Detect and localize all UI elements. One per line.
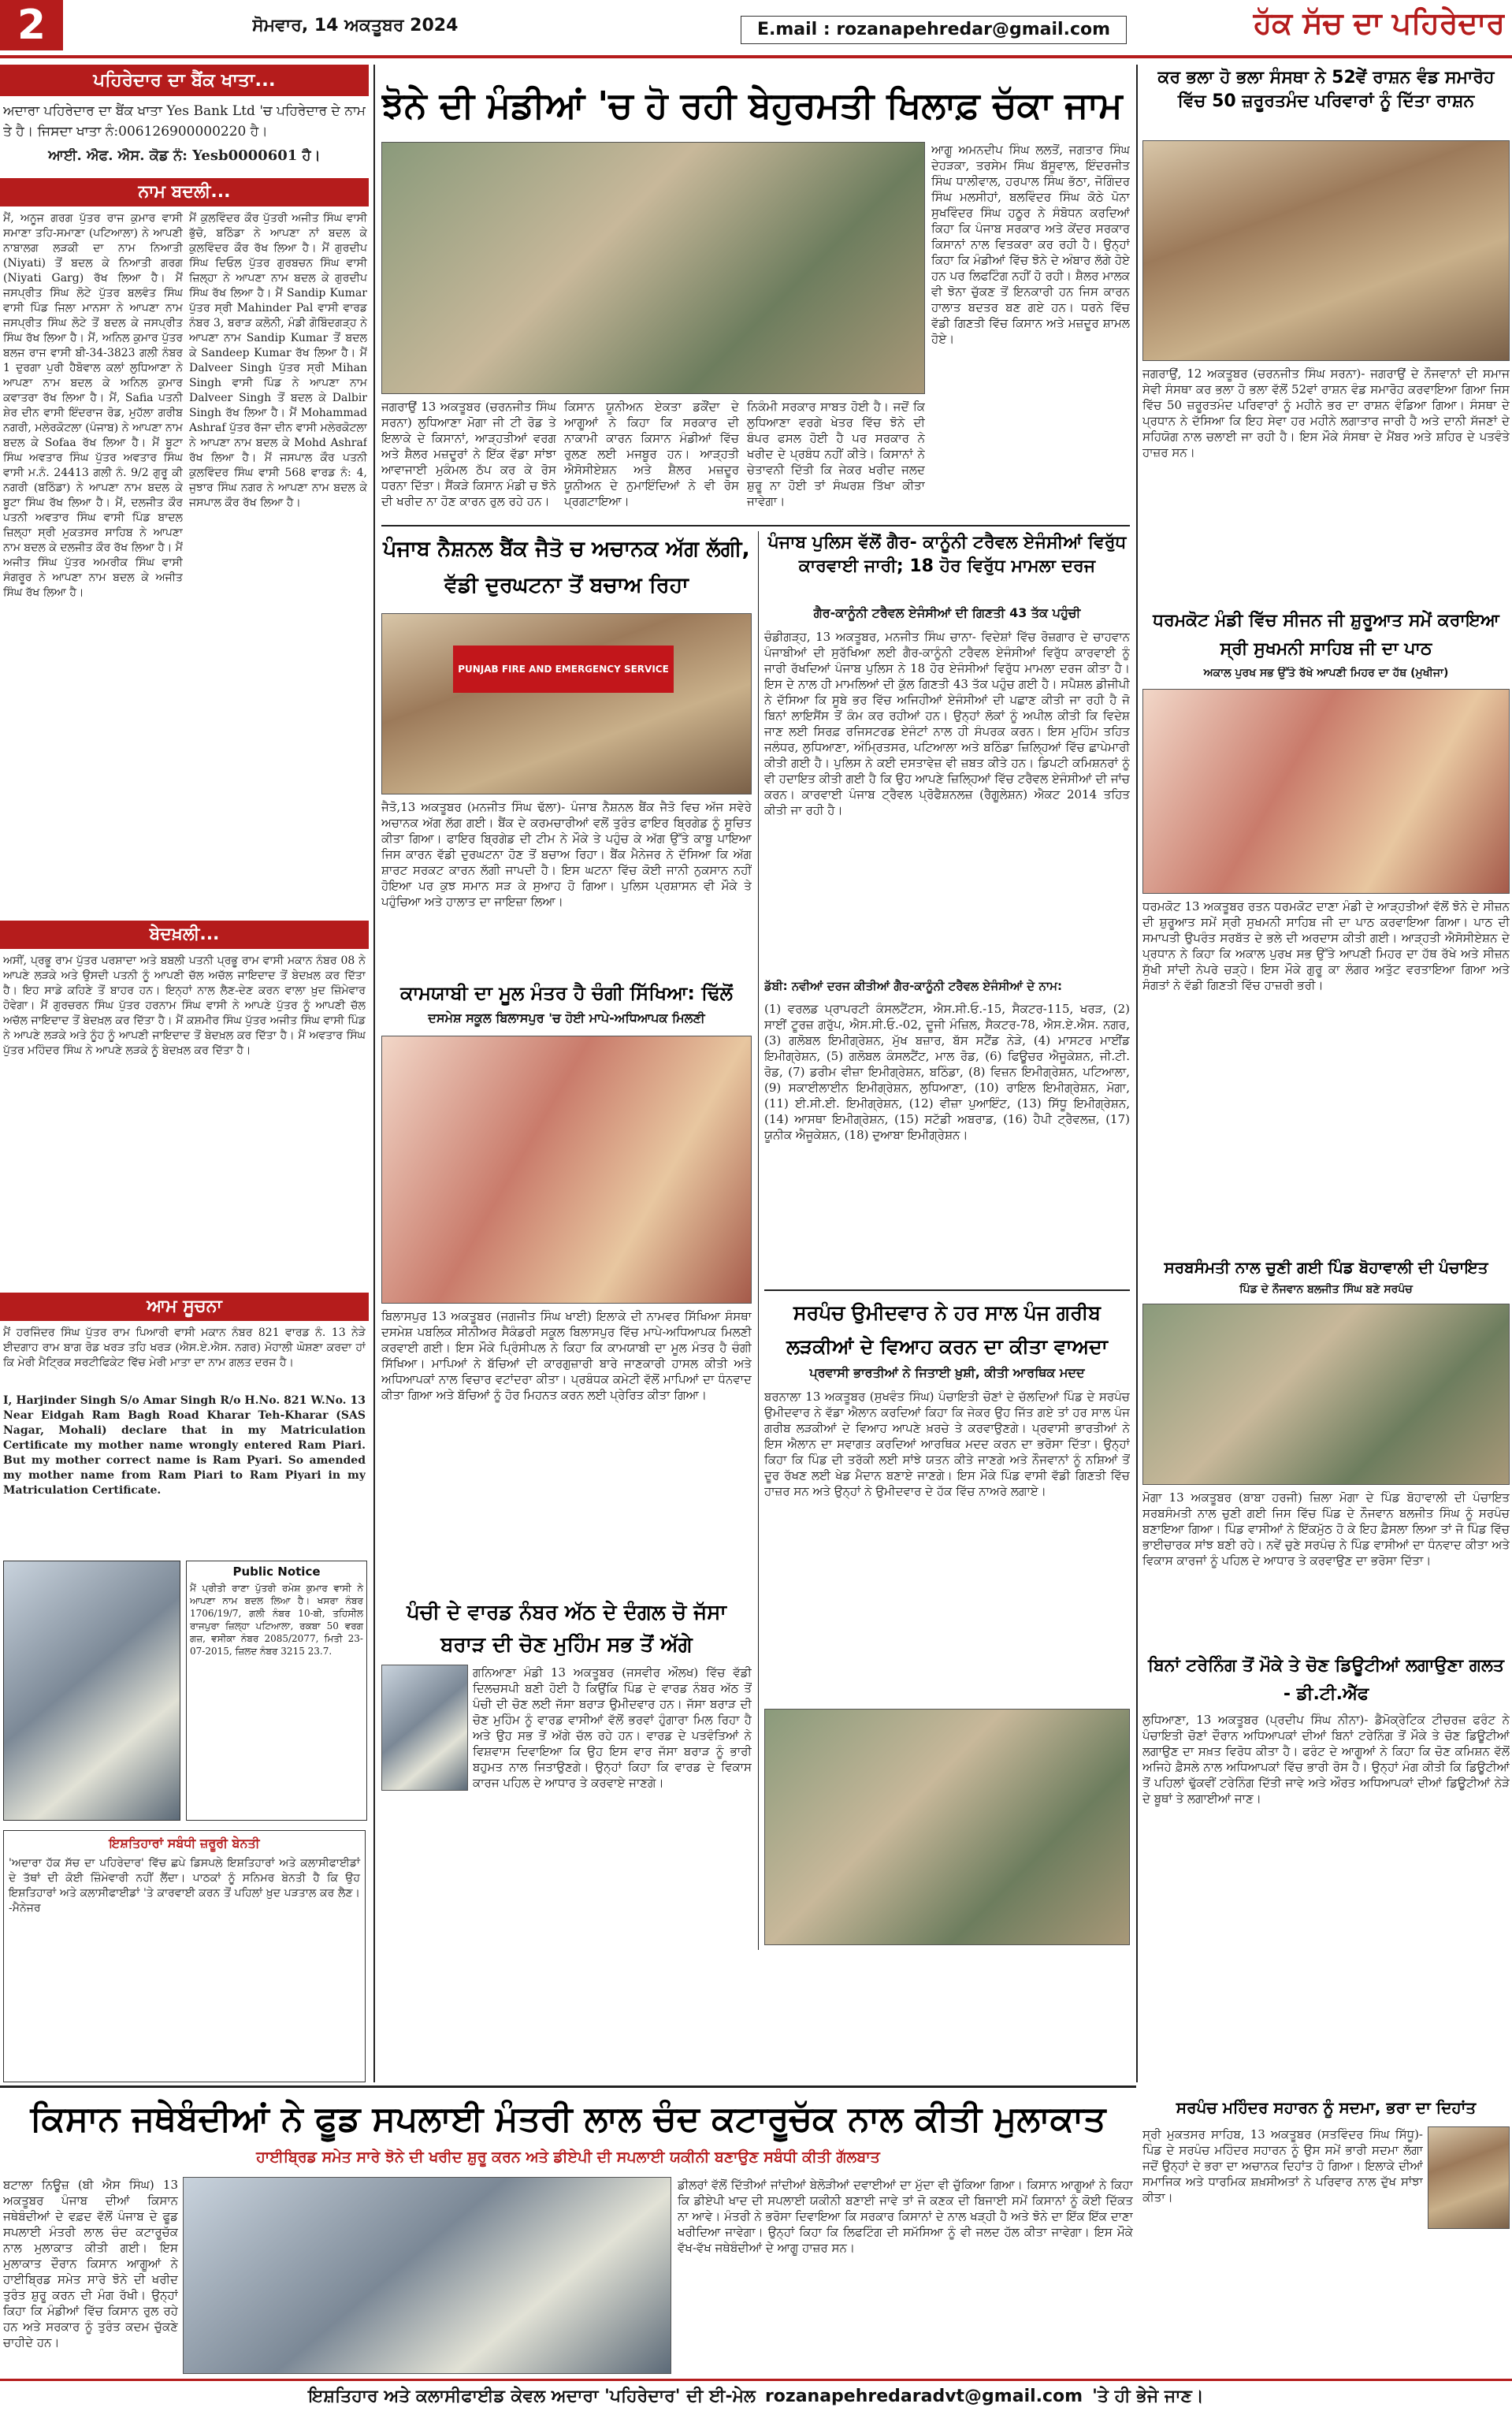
mid-column-divider bbox=[758, 531, 759, 1950]
pnb-photo-firetruck bbox=[381, 613, 752, 794]
notice-text-en: I, Harjinder Singh S/o Amar Singh R/o H.No. 821 W.No. 13 Near Eidgah Ram Bagh Road Kharar Teh-Kharar (SAS Nagar, Mohali) declare that in my Matriculation Certificate my mother name wrongly entered Ram Piari. But my mother correct name is Ram Pyari. So amended my mother name from Ram Piari to Ram Piyari in my Matriculation Certificate. bbox=[3, 1394, 366, 1497]
training-body: ਲੁਧਿਆਣਾ, 13 ਅਕਤੂਬਰ (ਪ੍ਰਦੀਪ ਸਿੰਘ ਨੀਨਾ)- ਡੈਮੋਕ੍ਰੇਟਿਕ ਟੀਚਰਜ਼ ਫਰੰਟ ਨੇ ਪੰਚਾਇਤੀ ਚੋਣਾਂ ਦੌਰਾਨ ਅਧਿਆਪਕਾਂ ਦੀਆਂ ਬਿਨਾਂ ਟਰੇਨਿੰਗ ਤੋਂ ਮੌਕੇ ਤੇ ਚੋਣ ਡਿਊਟੀਆਂ ਲਗਾਉਣ ਦਾ ਸਖ਼ਤ ਵਿਰੋਧ ਕੀਤਾ ਹੈ। ਫਰੰਟ ਦੇ ਆਗੂਆਂ ਨੇ ਕਿਹਾ ਕਿ ਚੋਣ ਕਮਿਸ਼ਨ ਵੱਲੋਂ ਅਜਿਹੇ ਫ਼ੈਸਲੇ ਨਾਲ ਅਧਿਆਪਕਾਂ ਵਿੱਚ ਭਾਰੀ ਰੋਸ ਹੈ। ਉਨ੍ਹਾਂ ਮੰਗ ਕੀਤੀ ਕਿ ਡਿਊਟੀਆਂ ਤੋਂ ਪਹਿਲਾਂ ਢੁੱਕਵੀਂ ਟਰੇਨਿੰਗ ਦਿੱਤੀ ਜਾਵੇ ਅਤੇ ਔਰਤ ਅਧਿਆਪਕਾਂ ਦੀਆਂ ਡਿਊਟੀਆਂ ਨੇੜੇ ਦੇ ਬੂਥਾਂ ਤੇ ਲਗਾਈਆਂ ਜਾਣ। bbox=[1142, 1713, 1510, 1806]
ads-box bbox=[3, 1830, 366, 2082]
footer-email[interactable]: rozanapehredaradvt@gmail.com bbox=[764, 2386, 1083, 2406]
lead-headline: ਝੋਨੇ ਦੀ ਮੰਡੀਆਂ 'ਚ ਹੋ ਰਹੀ ਬੇਹੁਰਮਤੀ ਖਿਲਾਫ਼ ਚੱਕਾ ਜਾਮ bbox=[381, 84, 1123, 126]
lead-body-4: ਆਗੂ ਅਮਨਦੀਪ ਸਿੰਘ ਲਲਤੋਂ, ਜਗਤਾਰ ਸਿੰਘ ਦੇਹੜਕਾ, ਤਰਸੇਮ ਸਿੰਘ ਬੱਸੂਵਾਲ, ਇੰਦਰਜੀਤ ਸਿੰਘ ਧਾਲੀਵਾਲ, ਹਰਪਾਲ ਸਿੰਘ ਭੱਠਾ, ਜੋਗਿੰਦਰ ਸਿੰਘ ਮਲਸੀਹਾਂ, ਬਲਵਿੰਦਰ ਸਿੰਘ ਕੋਠੇ ਪੋਨਾ ਸੁਖਵਿੰਦਰ ਸਿੰਘ ਹਠੂਰ ਨੇ ਸੰਬੋਧਨ ਕਰਦਿਆਂ ਕਿਹਾ ਕਿ ਪੰਜਾਬ ਸਰਕਾਰ ਅਤੇ ਕੇਂਦਰ ਸਰਕਾਰ ਕਿਸਾਨਾਂ ਨਾਲ ਵਿਤਕਰਾ ਕਰ ਰਹੀ ਹੈ। ਉਨ੍ਹਾਂ ਕਿਹਾ ਕਿ ਮੰਡੀਆਂ ਵਿੱਚ ਝੋਨੇ ਦੇ ਅੰਬਾਰ ਲੱਗੇ ਹੋਏ ਹਨ ਪਰ ਲਿਫਟਿੰਗ ਨਹੀਂ ਹੋ ਰਹੀ। ਸ਼ੈਲਰ ਮਾਲਕ ਵੀ ਝੋਨਾ ਚੁੱਕਣ ਤੋਂ ਇਨਕਾਰੀ ਹਨ ਜਿਸ ਕਾਰਨ ਹਾਲਾਤ ਬਦਤਰ ਬਣ ਗਏ ਹਨ। ਧਰਨੇ ਵਿੱਚ ਵੱਡੀ ਗਿਣਤੀ ਵਿੱਚ ਕਿਸਾਨ ਅਤੇ ਮਜ਼ਦੂਰ ਸ਼ਾਮਲ ਹੋਏ। bbox=[931, 143, 1130, 346]
panchayat-headline: ਸਰਬਸੰਮਤੀ ਨਾਲ ਚੁਣੀ ਗਈ ਪਿੰਡ ਬੋਹਾਵਾਲੀ ਦੀ ਪੰਚਾਇਤ bbox=[1164, 1258, 1488, 1277]
bottom-story-rule bbox=[0, 2085, 1136, 2088]
bank-text: ਅਦਾਰਾ ਪਹਿਰੇਦਾਰ ਦਾ ਬੈਂਕ ਖਾਤਾ Yes Bank Ltd 'ਚ ਪਹਿਰੇਦਾਰ ਦੇ ਨਾਮ ਤੇ ਹੈ। ਜਿਸਦਾ ਖਾਤਾ ਨੰ:006126900000220 ਹੈ। bbox=[3, 103, 366, 140]
footer-left-text: ਇਸ਼ਤਿਹਾਰ ਅਤੇ ਕਲਾਸੀਫਾਈਡ ਕੇਵਲ ਅਦਾਰਾ 'ਪਹਿਰੇਦਾਰ' ਦੀ ਈ-ਮੇਲ bbox=[308, 2386, 756, 2406]
panchayat-photo bbox=[1142, 1304, 1510, 1485]
bottom-headline: ਕਿਸਾਨ ਜਥੇਬੰਦੀਆਂ ਨੇ ਫੂਡ ਸਪਲਾਈ ਮੰਤਰੀ ਲਾਲ ਚੰਦ ਕਟਾਰੂਚੱਕ ਨਾਲ ਕੀਤੀ ਮੁਲਾਕਾਤ bbox=[30, 2099, 1106, 2139]
dharamkot-body: ਧਰਮਕੋਟ 13 ਅਕਤੂਬਰ ਰਤਨ ਧਰਮਕੋਟ ਦਾਣਾ ਮੰਡੀ ਦੇ ਆੜ੍ਹਤੀਆਂ ਵੱਲੋਂ ਝੋਨੇ ਦੇ ਸੀਜ਼ਨ ਦੀ ਸ਼ੁਰੂਆਤ ਸਮੇਂ ਸ੍ਰੀ ਸੁਖਮਨੀ ਸਾਹਿਬ ਜੀ ਦਾ ਪਾਠ ਕਰਵਾਇਆ ਗਿਆ। ਪਾਠ ਦੀ ਸਮਾਪਤੀ ਉਪਰੰਤ ਸਰਬੱਤ ਦੇ ਭਲੇ ਦੀ ਅਰਦਾਸ ਕੀਤੀ ਗਈ। ਆੜ੍ਹਤੀ ਐਸੋਸੀਏਸ਼ਨ ਦੇ ਪ੍ਰਧਾਨ ਨੇ ਕਿਹਾ ਕਿ ਅਕਾਲ ਪੁਰਖ ਸਭ ਉੱਤੇ ਆਪਣੀ ਮਿਹਰ ਦਾ ਹੱਥ ਰੱਖੇ ਅਤੇ ਸੀਜ਼ਨ ਸੁੱਖੀ ਸਾਂਦੀ ਨੇਪਰੇ ਚੜ੍ਹੇ। ਇਸ ਮੌਕੇ ਗੁਰੂ ਕਾ ਲੰਗਰ ਅਤੁੱਟ ਵਰਤਾਇਆ ਗਿਆ ਅਤੇ ਸੰਗਤਾਂ ਨੇ ਵੱਡੀ ਗਿਣਤੀ ਵਿੱਚ ਹਾਜ਼ਰੀ ਭਰੀ। bbox=[1142, 899, 1510, 992]
lead-body-2: ਕਿਸਾਨ ਯੂਨੀਅਨ ਏਕਤਾ ਡਕੌਂਦਾ ਦੇ ਆਗੂਆਂ ਨੇ ਕਿਹਾ ਕਿ ਸਰਕਾਰ ਦੀ ਨਾਕਾਮੀ ਕਾਰਨ ਕਿਸਾਨ ਮੰਡੀਆਂ ਵਿੱਚ ਰੁਲਣ ਲਈ ਮਜਬੂਰ ਹਨ। ਆੜ੍ਹਤੀ ਐਸੋਸੀਏਸ਼ਨ ਅਤੇ ਸ਼ੈਲਰ ਮਜ਼ਦੂਰ ਯੂਨੀਅਨ ਦੇ ਨੁਮਾਇੰਦਿਆਂ ਨੇ ਵੀ ਰੋਸ ਪ੍ਰਗਟਾਇਆ। bbox=[564, 400, 739, 508]
obituary-body: ਸ੍ਰੀ ਮੁਕਤਸਰ ਸਾਹਿਬ, 13 ਅਕਤੂਬਰ (ਸਤਵਿੰਦਰ ਸਿੰਘ ਸਿੱਧੂ)- ਪਿੰਡ ਦੇ ਸਰਪੰਚ ਮਹਿੰਦਰ ਸਹਾਰਨ ਨੂੰ ਉਸ ਸਮੇਂ ਭਾਰੀ ਸਦਮਾ ਲੱਗਾ ਜਦੋਂ ਉਨ੍ਹਾਂ ਦੇ ਭਰਾ ਦਾ ਅਚਾਨਕ ਦਿਹਾਂਤ ਹੋ ਗਿਆ। ਇਲਾਕੇ ਦੀਆਂ ਸਮਾਜਿਕ ਅਤੇ ਧਾਰਮਿਕ ਸ਼ਖ਼ਸੀਅਤਾਂ ਨੇ ਪਰਿਵਾਰ ਨਾਲ ਦੁੱਖ ਸਾਂਝਾ ਕੀਤਾ। bbox=[1142, 2127, 1423, 2205]
sarpanch-headline: ਸਰਪੰਚ ਉਮੀਦਵਾਰ ਨੇ ਹਰ ਸਾਲ ਪੰਜ ਗਰੀਬ ਲੜਕੀਆਂ ਦੇ ਵਿਆਹ ਕਰਨ ਦਾ ਕੀਤਾ ਵਾਅਦਾ bbox=[786, 1301, 1108, 1358]
obituary-photo bbox=[1428, 2126, 1510, 2229]
page-number: 2 bbox=[0, 0, 63, 50]
dharamkot-photo bbox=[1142, 689, 1510, 894]
firetruck-label: PUNJAB FIRE AND EMERGENCY SERVICE bbox=[453, 646, 674, 693]
panchayat-subhead: ਪਿੰਡ ਦੇ ਨੌਜਵਾਨ ਬਲਜੀਤ ਸਿੰਘ ਬਣੇ ਸਰਪੰਚ bbox=[1239, 1283, 1413, 1296]
footer-bar bbox=[0, 2379, 1512, 2411]
panchi-photo bbox=[381, 1665, 468, 1791]
masthead-logo: ਹੱਕ ਸੱਚ ਦਾ ਪਹਿਰੇਦਾਰ bbox=[1253, 5, 1505, 40]
police-subhead: ਗੈਰ-ਕਾਨੂੰਨੀ ਟਰੈਵਲ ਏਜੰਸੀਆਂ ਦੀ ਗਿਣਤੀ 43 ਤੱਕ ਪਹੁੰਚੀ bbox=[813, 605, 1081, 620]
notice-heading: ਆਮ ਸੂਚਨਾ bbox=[0, 1293, 369, 1321]
panchi-headline: ਪੰਚੀ ਦੇ ਵਾਰਡ ਨੰਬਰ ਅੱਠ ਦੇ ਦੰਗਲ ਚੋ ਜੱਸਾ ਬਰਾੜ ਦੀ ਚੋਣ ਮੁਹਿੰਮ ਸਭ ਤੋਂ ਅੱਗੇ bbox=[407, 1601, 726, 1657]
pnb-body: ਜੈਤੋ,13 ਅਕਤੂਬਰ (ਮਨਜੀਤ ਸਿੰਘ ਢੱਲਾ)- ਪੰਜਾਬ ਨੈਸ਼ਨਲ ਬੈਂਕ ਜੈਤੋ ਵਿਚ ਅੱਜ ਸਵੇਰੇ ਅਚਾਨਕ ਅੱਗ ਲੱਗ ਗਈ। ਬੈਂਕ ਦੇ ਕਰਮਚਾਰੀਆਂ ਵਲੋਂ ਤੁਰੰਤ ਫਾਇਰ ਬ੍ਰਿਗੇਡ ਨੂੰ ਸੂਚਿਤ ਕੀਤਾ ਗਿਆ। ਫਾਇਰ ਬ੍ਰਿਗੇਡ ਦੀ ਟੀਮ ਨੇ ਮੌਕੇ ਤੇ ਪਹੁੰਚ ਕੇ ਅੱਗ ਉੱਤੇ ਕਾਬੂ ਪਾਇਆ ਜਿਸ ਕਾਰਨ ਵੱਡੀ ਦੁਰਘਟਨਾ ਹੋਣ ਤੋਂ ਬਚਾਅ ਰਿਹਾ। ਬੈਂਕ ਮੈਨੇਜਰ ਨੇ ਦੱਸਿਆ ਕਿ ਅੱਗ ਸ਼ਾਰਟ ਸਰਕਟ ਕਾਰਨ ਲੱਗੀ ਜਾਪਦੀ ਹੈ। ਇਸ ਘਟਨਾ ਵਿੱਚ ਕੋਈ ਜਾਨੀ ਨੁਕਸਾਨ ਨਹੀਂ ਹੋਇਆ ਪਰ ਕੁਝ ਸਮਾਨ ਸੜ ਕੇ ਸੁਆਹ ਹੋ ਗਿਆ। ਪੁਲਿਸ ਪ੍ਰਸ਼ਾਸਨ ਵੀ ਮੌਕੇ ਤੇ ਪਹੁੰਚਿਆ ਅਤੇ ਹਾਲਾਤ ਦਾ ਜਾਇਜ਼ਾ ਲਿਆ। bbox=[381, 800, 752, 909]
ads-text: 'ਅਦਾਰਾ ਹੱਕ ਸੱਚ ਦਾ ਪਹਿਰੇਦਾਰ' ਵਿੱਚ ਛਪੇ ਡਿਸਪਲੇ ਇਸ਼ਤਿਹਾਰਾਂ ਅਤੇ ਕਲਾਸੀਫਾਈਡਾਂ ਦੇ ਤੱਥਾਂ ਦੀ ਕੋਈ ਜ਼ਿੰਮੇਵਾਰੀ ਨਹੀਂ ਲੈਂਦਾ। ਪਾਠਕਾਂ ਨੂੰ ਸਨਿਮਰ ਬੇਨਤੀ ਹੈ ਕਿ ਉਹ ਇਸ਼ਤਿਹਾਰਾਂ ਅਤੇ ਕਲਾਸੀਫਾਈਡਾਂ 'ਤੇ ਕਾਰਵਾਈ ਕਰਨ ਤੋਂ ਪਹਿਲਾਂ ਖ਼ੁਦ ਪੜਤਾਲ ਕਰ ਲੈਣ। -ਮੈਨੇਜਰ bbox=[9, 1857, 360, 1914]
panchi-body: ਗਨਿਆਣਾ ਮੰਡੀ 13 ਅਕਤੂਬਰ (ਜਸਵੀਰ ਔਲਖ) ਵਿੱਚ ਵੱਡੀ ਦਿਲਚਸਪੀ ਬਣੀ ਹੋਈ ਹੈ ਕਿਉਂਕਿ ਪਿੰਡ ਦੇ ਵਾਰਡ ਨੰਬਰ ਅੱਠ ਤੋਂ ਪੰਚੀ ਦੀ ਚੋਣ ਲਈ ਜੱਸਾ ਬਰਾੜ ਉਮੀਦਵਾਰ ਹਨ। ਜੱਸਾ ਬਰਾੜ ਦੀ ਚੋਣ ਮੁਹਿੰਮ ਨੂੰ ਵਾਰਡ ਵਾਸੀਆਂ ਵੱਲੋਂ ਭਰਵਾਂ ਹੁੰਗਾਰਾ ਮਿਲ ਰਿਹਾ ਹੈ ਅਤੇ ਉਹ ਸਭ ਤੋਂ ਅੱਗੇ ਚੱਲ ਰਹੇ ਹਨ। ਵਾਰਡ ਦੇ ਪਤਵੰਤਿਆਂ ਨੇ ਵਿਸ਼ਵਾਸ ਦਿਵਾਇਆ ਕਿ ਉਹ ਇਸ ਵਾਰ ਜੱਸਾ ਬਰਾੜ ਨੂੰ ਭਾਰੀ ਬਹੁਮਤ ਨਾਲ ਜਿਤਾਉਣਗੇ। ਉਨ੍ਹਾਂ ਕਿਹਾ ਕਿ ਵਾਰਡ ਦੇ ਵਿਕਾਸ ਕਾਰਜ ਪਹਿਲ ਦੇ ਆਧਾਰ ਤੇ ਕਰਵਾਏ ਜਾਣਗੇ। bbox=[473, 1665, 752, 1790]
public-notice-box bbox=[186, 1561, 367, 1821]
ads-heading: ਇਸ਼ਤਿਹਾਰਾਂ ਸਬੰਧੀ ਜ਼ਰੂਰੀ ਬੇਨਤੀ bbox=[109, 1836, 260, 1851]
police-list-body: (1) ਵਰਲਡ ਪ੍ਰਾਪਰਟੀ ਕੰਸਲਟੈਂਟਸ, ਐਸ.ਸੀ.ਓ.-15, ਸੈਕਟਰ-115, ਖਰੜ, (2) ਸਾਈਂ ਟੂਰਜ਼ ਗਰੁੱਪ, ਐਸ.ਸੀ.ਓ.-02, ਦੂਜੀ ਮੰਜ਼ਿਲ, ਸੈਕਟਰ-78, ਐਸ.ਏ.ਐਸ. ਨਗਰ, (3) ਗਲੋਬਲ ਇਮੀਗ੍ਰੇਸ਼ਨ, ਮੁੱਖ ਬਜ਼ਾਰ, ਬੱਸ ਸਟੈਂਡ ਨੇੜੇ, (4) ਮਾਸਟਰ ਮਾਈਂਡ ਇਮੀਗ੍ਰੇਸ਼ਨ, (5) ਗਲੋਬਲ ਕੰਸਲਟੈਂਟ, ਮਾਲ ਰੋਡ, (6) ਫਿਊਚਰ ਐਜੂਕੇਸ਼ਨ, ਜੀ.ਟੀ. ਰੋਡ, (7) ਡਰੀਮ ਵੀਜ਼ਾ ਇਮੀਗ੍ਰੇਸ਼ਨ, ਬਠਿੰਡਾ, (8) ਵਿਜ਼ਨ ਇਮੀਗ੍ਰੇਸ਼ਨ, ਪਟਿਆਲਾ, (9) ਸਕਾਈਲਾਈਨ ਇਮੀਗ੍ਰੇਸ਼ਨ, ਲੁਧਿਆਣਾ, (10) ਰਾਇਲ ਇਮੀਗ੍ਰੇਸ਼ਨ, ਮੋਗਾ, (11) ਈ.ਸੀ.ਈ. ਇਮੀਗ੍ਰੇਸ਼ਨ, (12) ਵੀਜ਼ਾ ਪੁਆਇੰਟ, (13) ਸਿੱਧੂ ਇਮੀਗ੍ਰੇਸ਼ਨ, (14) ਆਸਥਾ ਇਮੀਗ੍ਰੇਸ਼ਨ, (15) ਸਟੱਡੀ ਅਬਰਾਡ, (16) ਹੈਪੀ ਟ੍ਰੈਵਲਜ਼, (17) ਯੂਨੀਕ ਐਜੂਕੇਸ਼ਨ, (18) ਦੁਆਬਾ ਇਮੀਗ੍ਰੇਸ਼ਨ। bbox=[764, 1002, 1130, 1142]
school-headline: ਕਾਮਯਾਬੀ ਦਾ ਮੂਲ ਮੰਤਰ ਹੈ ਚੰਗੀ ਸਿੱਖਿਆ: ਢਿੱਲੋਂ bbox=[400, 982, 733, 1004]
masthead-email[interactable]: E.mail : rozanapehredar@gmail.com bbox=[741, 16, 1127, 44]
bottom-photo bbox=[183, 2177, 671, 2374]
left-column-divider bbox=[373, 65, 375, 2082]
sarpanch-body: ਬਰਨਾਲਾ 13 ਅਕਤੂਬਰ (ਸੁਖਵੰਤ ਸਿੰਘ) ਪੰਚਾਇਤੀ ਚੋਣਾਂ ਦੇ ਚੱਲਦਿਆਂ ਪਿੰਡ ਦੇ ਸਰਪੰਚ ਉਮੀਦਵਾਰ ਨੇ ਵੱਡਾ ਐਲਾਨ ਕਰਦਿਆਂ ਕਿਹਾ ਕਿ ਜੇਕਰ ਉਹ ਜਿੱਤ ਗਏ ਤਾਂ ਹਰ ਸਾਲ ਪੰਜ ਗਰੀਬ ਲੜਕੀਆਂ ਦੇ ਵਿਆਹ ਆਪਣੇ ਖ਼ਰਚੇ ਤੇ ਕਰਵਾਉਣਗੇ। ਪ੍ਰਵਾਸੀ ਭਾਰਤੀਆਂ ਨੇ ਇਸ ਐਲਾਨ ਦਾ ਸਵਾਗਤ ਕਰਦਿਆਂ ਆਰਥਿਕ ਮਦਦ ਕਰਨ ਦਾ ਭਰੋਸਾ ਦਿੱਤਾ। ਉਨ੍ਹਾਂ ਕਿਹਾ ਕਿ ਪਿੰਡ ਦੀ ਤਰੱਕੀ ਲਈ ਸਾਂਝੇ ਯਤਨ ਕੀਤੇ ਜਾਣਗੇ ਅਤੇ ਨੌਜਵਾਨਾਂ ਨੂੰ ਨਸ਼ਿਆਂ ਤੋਂ ਦੂਰ ਰੱਖਣ ਲਈ ਖੇਡ ਮੈਦਾਨ ਬਣਾਏ ਜਾਣਗੇ। ਇਸ ਮੌਕੇ ਪਿੰਡ ਵਾਸੀ ਵੱਡੀ ਗਿਣਤੀ ਵਿੱਚ ਹਾਜ਼ਰ ਸਨ ਅਤੇ ਉਨ੍ਹਾਂ ਨੇ ਉਮੀਦਵਾਰ ਦੇ ਹੱਕ ਵਿੱਚ ਨਾਅਰੇ ਲਗਾਏ। bbox=[764, 1390, 1130, 1498]
footer-right-text: 'ਤੇ ਹੀ ਭੇਜੇ ਜਾਣ। bbox=[1092, 2386, 1204, 2406]
masthead-rule bbox=[0, 55, 1512, 58]
bank-ifsc: ਆਈ. ਐਫ. ਐਸ. ਕੋਡ ਨੰ: Yesb0000601 ਹੈ। bbox=[48, 148, 321, 164]
public-notice-title: Public Notice bbox=[232, 1565, 321, 1579]
ration-photo bbox=[1142, 140, 1510, 361]
lead-body-3: ਨਿਕੰਮੀ ਸਰਕਾਰ ਸਾਬਤ ਹੋਈ ਹੈ। ਜਦੋਂ ਕਿ ਲੁਧਿਆਣਾ ਵਰਗੇ ਖੇਤਰ ਵਿੱਚ ਝੋਨੇ ਦੀ ਬੰਪਰ ਫਸਲ ਹੋਈ ਹੈ ਪਰ ਸਰਕਾਰ ਨੇ ਖਰੀਦ ਦੇ ਪ੍ਰਬੰਧ ਨਹੀਂ ਕੀਤੇ। ਕਿਸਾਨਾਂ ਨੇ ਚੇਤਾਵਨੀ ਦਿੱਤੀ ਕਿ ਜੇਕਰ ਖਰੀਦ ਜਲਦ ਸ਼ੁਰੂ ਨਾ ਹੋਈ ਤਾਂ ਸੰਘਰਸ਼ ਤਿੱਖਾ ਕੀਤਾ ਜਾਵੇਗਾ। bbox=[747, 400, 925, 508]
sarpanch-photo bbox=[764, 1709, 1130, 1945]
school-photo bbox=[381, 1036, 752, 1304]
disown-text: ਅਸੀਂ, ਪ੍ਰਭੂ ਰਾਮ ਪੁੱਤਰ ਪਰਸ਼ਾਦਾ ਅਤੇ ਬਬਲੀ ਪਤਨੀ ਪ੍ਰਭੂ ਰਾਮ ਵਾਸੀ ਮਕਾਨ ਨੰਬਰ 08 ਨੇ ਆਪਣੇ ਲੜਕੇ ਅਤੇ ਉਸਦੀ ਪਤਨੀ ਨੂੰ ਆਪਣੀ ਚੱਲ ਅਚੱਲ ਜਾਇਦਾਦ ਤੋਂ ਬੇਦਖ਼ਲ ਕਰ ਦਿੱਤਾ ਹੈ। ਇਹ ਸਾਡੇ ਕਹਿਣੇ ਤੋਂ ਬਾਹਰ ਹਨ। ਇਨ੍ਹਾਂ ਨਾਲ ਲੈਣ-ਦੇਣ ਕਰਨ ਵਾਲਾ ਖ਼ੁਦ ਜ਼ਿੰਮੇਵਾਰ ਹੋਵੇਗਾ। ਮੈਂ ਗੁਰਚਰਨ ਸਿੰਘ ਪੁੱਤਰ ਹਰਨਾਮ ਸਿੰਘ ਵਾਸੀ ਨੇ ਆਪਣੇ ਪੁੱਤਰ ਨੂੰ ਆਪਣੀ ਚੱਲ ਅਚੱਲ ਜਾਇਦਾਦ ਤੋਂ ਬੇਦਖ਼ਲ ਕਰ ਦਿੱਤਾ ਹੈ। ਮੈਂ ਕਸ਼ਮੀਰ ਸਿੰਘ ਪੁੱਤਰ ਅਜੀਤ ਸਿੰਘ ਵਾਸੀ ਪਿੰਡ ਨੇ ਆਪਣੇ ਲੜਕੇ ਅਤੇ ਨੂੰਹ ਨੂੰ ਆਪਣੀ ਜਾਇਦਾਦ ਤੋਂ ਬੇਦਖ਼ਲ ਕਰ ਦਿੱਤਾ ਹੈ। ਮੈਂ ਅਵਤਾਰ ਸਿੰਘ ਪੁੱਤਰ ਮਹਿੰਦਰ ਸਿੰਘ ਨੇ ਆਪਣੇ ਲੜਕੇ ਨੂੰ ਬੇਦਖ਼ਲ ਕਰ ਦਿੱਤਾ ਹੈ। bbox=[3, 954, 366, 1057]
bottom-body-2: ਡੀਲਰਾਂ ਵੱਲੋਂ ਦਿੱਤੀਆਂ ਜਾਂਦੀਆਂ ਬੇਲੋੜੀਆਂ ਦਵਾਈਆਂ ਦਾ ਮੁੱਦਾ ਵੀ ਚੁੱਕਿਆ ਗਿਆ। ਕਿਸਾਨ ਆਗੂਆਂ ਨੇ ਕਿਹਾ ਕਿ ਡੀਏਪੀ ਖਾਦ ਦੀ ਸਪਲਾਈ ਯਕੀਨੀ ਬਣਾਈ ਜਾਵੇ ਤਾਂ ਜੋ ਕਣਕ ਦੀ ਬਿਜਾਈ ਸਮੇਂ ਕਿਸਾਨਾਂ ਨੂੰ ਕੋਈ ਦਿੱਕਤ ਨਾ ਆਵੇ। ਮੰਤਰੀ ਨੇ ਭਰੋਸਾ ਦਿਵਾਇਆ ਕਿ ਸਰਕਾਰ ਕਿਸਾਨਾਂ ਦੇ ਨਾਲ ਖੜ੍ਹੀ ਹੈ ਅਤੇ ਝੋਨੇ ਦਾ ਇੱਕ ਇੱਕ ਦਾਣਾ ਖਰੀਦਿਆ ਜਾਵੇਗਾ। ਉਨ੍ਹਾਂ ਕਿਹਾ ਕਿ ਲਿਫਟਿੰਗ ਦੀ ਸਮੱਸਿਆ ਨੂੰ ਵੀ ਜਲਦ ਹੱਲ ਕੀਤਾ ਜਾਵੇਗਾ। ਇਸ ਮੌਕੇ ਵੱਖ-ਵੱਖ ਜਥੇਬੰਦੀਆਂ ਦੇ ਆਗੂ ਹਾਜ਼ਰ ਸਨ। bbox=[678, 2178, 1133, 2255]
notice-text: ਮੈਂ ਹਰਜਿੰਦਰ ਸਿੰਘ ਪੁੱਤਰ ਰਾਮ ਪਿਆਰੀ ਵਾਸੀ ਮਕਾਨ ਨੰਬਰ 821 ਵਾਰਡ ਨੰ. 13 ਨੇੜੇ ਈਦਗਾਹ ਰਾਮ ਬਾਗ ਰੋਡ ਖਰੜ ਤਹਿ ਖਰੜ (ਐਸ.ਏ.ਐਸ. ਨਗਰ) ਮੋਹਾਲੀ ਘੋਸ਼ਣਾ ਕਰਦਾ ਹਾਂ ਕਿ ਮੇਰੀ ਮੈਟ੍ਰਿਕ ਸਰਟੀਫਿਕੇਟ ਵਿੱਚ ਮੇਰੀ ਮਾਤਾ ਦਾ ਨਾਮ ਗਲਤ ਦਰਜ ਹੈ। bbox=[3, 1326, 366, 1369]
pnb-headline: ਪੰਜਾਬ ਨੈਸ਼ਨਲ ਬੈਂਕ ਜੈਤੋ ਚ ਅਚਾਨਕ ਅੱਗ ਲੱਗੀ, ਵੱਡੀ ਦੁਰਘਟਨਾ ਤੋਂ ਬਚਾਅ ਰਿਹਾ bbox=[383, 537, 750, 597]
lead-photo-protest bbox=[381, 142, 925, 394]
ration-body: ਜਗਰਾਉਂ, 12 ਅਕਤੂਬਰ (ਚਰਨਜੀਤ ਸਿੰਘ ਸਰਨਾ)- ਜਗਰਾਉਂ ਦੇ ਨੌਜਵਾਨਾਂ ਦੀ ਸਮਾਜ ਸੇਵੀ ਸੰਸਥਾ ਕਰ ਭਲਾ ਹੋ ਭਲਾ ਵੱਲੋਂ 52ਵਾਂ ਰਾਸ਼ਨ ਵੰਡ ਸਮਾਰੋਹ ਕਰਵਾਇਆ ਗਿਆ ਜਿਸ ਵਿੱਚ 50 ਜ਼ਰੂਰਤਮੰਦ ਪਰਿਵਾਰਾਂ ਨੂੰ ਮਹੀਨੇ ਭਰ ਦਾ ਰਾਸ਼ਨ ਵੰਡਿਆ ਗਿਆ। ਸੰਸਥਾ ਦੇ ਪ੍ਰਧਾਨ ਨੇ ਦੱਸਿਆ ਕਿ ਇਹ ਸੇਵਾ ਹਰ ਮਹੀਨੇ ਲਗਾਤਾਰ ਜਾਰੀ ਹੈ ਅਤੇ ਦਾਨੀ ਸੱਜਣਾਂ ਦੇ ਸਹਿਯੋਗ ਨਾਲ ਚਲਾਈ ਜਾ ਰਹੀ ਹੈ। ਇਸ ਮੌਕੇ ਸੰਸਥਾ ਦੇ ਮੈਂਬਰ ਅਤੇ ਸ਼ਹਿਰ ਦੇ ਪਤਵੰਤੇ ਹਾਜ਼ਰ ਸਨ। bbox=[1142, 366, 1510, 460]
bank-heading: ਪਹਿਰੇਦਾਰ ਦਾ ਬੈਂਕ ਖਾਤਾ... bbox=[0, 65, 369, 96]
panchayat-body: ਮੋਗਾ 13 ਅਕਤੂਬਰ (ਬਾਬਾ ਹਰਜੀ) ਜ਼ਿਲਾ ਮੋਗਾ ਦੇ ਪਿੰਡ ਬੋਹਾਵਾਲੀ ਦੀ ਪੰਚਾਇਤ ਸਰਬਸੰਮਤੀ ਨਾਲ ਚੁਣੀ ਗਈ ਜਿਸ ਵਿੱਚ ਪਿੰਡ ਦੇ ਨੌਜਵਾਨ ਬਲਜੀਤ ਸਿੰਘ ਨੂੰ ਸਰਪੰਚ ਬਣਾਇਆ ਗਿਆ। ਪਿੰਡ ਵਾਸੀਆਂ ਨੇ ਇੱਕਮੁੱਠ ਹੋ ਕੇ ਇਹ ਫ਼ੈਸਲਾ ਲਿਆ ਤਾਂ ਜੋ ਪਿੰਡ ਵਿੱਚ ਭਾਈਚਾਰਕ ਸਾਂਝ ਬਣੀ ਰਹੇ। ਨਵੇਂ ਚੁਣੇ ਸਰਪੰਚ ਨੇ ਪਿੰਡ ਵਾਸੀਆਂ ਦਾ ਧੰਨਵਾਦ ਕੀਤਾ ਅਤੇ ਵਿਕਾਸ ਕਾਰਜਾਂ ਨੂੰ ਪਹਿਲ ਦੇ ਆਧਾਰ ਤੇ ਕਰਵਾਉਣ ਦਾ ਭਰੋਸਾ ਦਿੱਤਾ। bbox=[1142, 1490, 1510, 1568]
police-headline: ਪੰਜਾਬ ਪੁਲਿਸ ਵੱਲੋਂ ਗੈਰ- ਕਾਨੂੰਨੀ ਟਰੈਵਲ ਏਜੰਸੀਆਂ ਵਿਰੁੱਧ ਕਾਰਵਾਈ ਜਾਰੀ; 18 ਹੋਰ ਵਿਰੁੱਧ ਮਾਮਲਾ ਦਰਜ bbox=[767, 533, 1127, 576]
school-body: ਬਿਲਾਸਪੁਰ 13 ਅਕਤੂਬਰ (ਜਗਜੀਤ ਸਿੰਘ ਖਾਈ) ਇਲਾਕੇ ਦੀ ਨਾਮਵਰ ਸਿੱਖਿਆ ਸੰਸਥਾ ਦਸਮੇਸ਼ ਪਬਲਿਕ ਸੀਨੀਅਰ ਸੈਕੰਡਰੀ ਸਕੂਲ ਬਿਲਾਸਪੁਰ ਵਿੱਚ ਮਾਪੇ-ਅਧਿਆਪਕ ਮਿਲਣੀ ਕਰਵਾਈ ਗਈ। ਇਸ ਮੌਕੇ ਪ੍ਰਿੰਸੀਪਲ ਨੇ ਕਿਹਾ ਕਿ ਕਾਮਯਾਬੀ ਦਾ ਮੂਲ ਮੰਤਰ ਹੈ ਚੰਗੀ ਸਿੱਖਿਆ। ਮਾਪਿਆਂ ਨੇ ਬੱਚਿਆਂ ਦੀ ਕਾਰਗੁਜ਼ਾਰੀ ਬਾਰੇ ਜਾਣਕਾਰੀ ਹਾਸਲ ਕੀਤੀ ਅਤੇ ਅਧਿਆਪਕਾਂ ਨਾਲ ਵਿਚਾਰ ਵਟਾਂਦਰਾ ਕੀਤਾ। ਪ੍ਰਬੰਧਕ ਕਮੇਟੀ ਵੱਲੋਂ ਮਾਪਿਆਂ ਦਾ ਧੰਨਵਾਦ ਕੀਤਾ ਗਿਆ ਅਤੇ ਬੱਚਿਆਂ ਨੂੰ ਹੋਰ ਮਿਹਨਤ ਕਰਨ ਲਈ ਪ੍ਰੇਰਿਤ ਕੀਤਾ ਗਿਆ। bbox=[381, 1309, 752, 1402]
school-subhead: ਦਸਮੇਸ਼ ਸਕੂਲ ਬਿਲਾਸਪੁਰ 'ਚ ਹੋਈ ਮਾਪੇ-ਅਧਿਆਪਕ ਮਿਲਣੀ bbox=[428, 1010, 705, 1025]
name-change-text-2: ਮੈਂ ਕੁਲਵਿੰਦਰ ਕੌਰ ਪੁੱਤਰੀ ਅਜੀਤ ਸਿੰਘ ਵਾਸੀ ਭੁੱਚੋ, ਬਠਿੰਡਾ ਨੇ ਆਪਣਾ ਨਾਂ ਬਦਲ ਕੇ ਕੁਲਵਿੰਦਰ ਕੌਰ ਰੱਖ ਲਿਆ ਹੈ। ਮੈਂ ਗੁਰਦੀਪ ਸਿੰਘ ਦਿਓਲ ਪੁੱਤਰ ਗੁਰਬਚਨ ਸਿੰਘ ਵਾਸੀ ਜ਼ਿਲ੍ਹਾ ਨੇ ਆਪਣਾ ਨਾਮ ਬਦਲ ਕੇ ਗੁਰਦੀਪ ਸਿੰਘ ਰੱਖ ਲਿਆ ਹੈ। ਮੈਂ Sandip Kumar ਪੁੱਤਰ ਸ੍ਰੀ Mahinder Pal ਵਾਸੀ ਵਾਰਡ ਨੰਬਰ 3, ਬਰਾੜ ਕਲੋਨੀ, ਮੰਡੀ ਗੋਬਿੰਦਗੜ੍ਹ ਨੇ ਆਪਣਾ ਨਾਮ Sandip Kumar ਤੋਂ ਬਦਲ ਕੇ Sandeep Kumar ਰੱਖ ਲਿਆ ਹੈ। ਮੈਂ Dalveer Singh ਪੁੱਤਰ ਸ੍ਰੀ Mihan Singh ਵਾਸੀ ਪਿੰਡ ਨੇ ਆਪਣਾ ਨਾਮ Dalveer Singh ਤੋਂ ਬਦਲ ਕੇ Dalbir Singh ਰੱਖ ਲਿਆ ਹੈ। ਮੈਂ Mohammad Ashraf ਪੁੱਤਰ ਰੱਜਾ ਦੀਨ ਵਾਸੀ ਮਲੇਰਕੋਟਲਾ ਨੇ ਆਪਣਾ ਨਾਮ ਬਦਲ ਕੇ Mohd Ashraf ਰੱਖ ਲਿਆ ਹੈ। ਮੈਂ ਜਸਪਾਲ ਕੌਰ ਪਤਨੀ ਕੁਲਵਿੰਦਰ ਸਿੰਘ ਵਾਸੀ 568 ਵਾਰਡ ਨੰ: 4, ਜੁਝਾਰ ਸਿੰਘ ਨਗਰ ਨੇ ਆਪਣਾ ਨਾਮ ਬਦਲ ਕੇ ਜਸਪਾਲ ਕੌਰ ਰੱਖ ਲਿਆ ਹੈ। bbox=[189, 212, 367, 509]
police-list-heading: ਡੱਬੀ: ਨਵੀਆਂ ਦਰਜ ਕੀਤੀਆਂ ਗੈਰ-ਕਾਨੂੰਨੀ ਟਰੈਵਲ ਏਜੰਸੀਆਂ ਦੇ ਨਾਮ: bbox=[764, 979, 1062, 993]
police-bottom-rule bbox=[764, 1289, 1130, 1291]
bottom-body-1: ਬਟਾਲਾ ਨਿਊਜ਼ (ਬੀ ਐਸ ਸਿੰਘ) 13 ਅਕਤੂਬਰ ਪੰਜਾਬ ਦੀਆਂ ਕਿਸਾਨ ਜਥੇਬੰਦੀਆਂ ਦੇ ਵਫ਼ਦ ਵੱਲੋਂ ਪੰਜਾਬ ਦੇ ਫੂਡ ਸਪਲਾਈ ਮੰਤਰੀ ਲਾਲ ਚੰਦ ਕਟਾਰੂਚੱਕ ਨਾਲ ਮੁਲਾਕਾਤ ਕੀਤੀ ਗਈ। ਇਸ ਮੁਲਾਕਾਤ ਦੌਰਾਨ ਕਿਸਾਨ ਆਗੂਆਂ ਨੇ ਹਾਈਬ੍ਰਿਡ ਸਮੇਤ ਸਾਰੇ ਝੋਨੇ ਦੀ ਖਰੀਦ ਤੁਰੰਤ ਸ਼ੁਰੂ ਕਰਨ ਦੀ ਮੰਗ ਰੱਖੀ। ਉਨ੍ਹਾਂ ਕਿਹਾ ਕਿ ਮੰਡੀਆਂ ਵਿੱਚ ਕਿਸਾਨ ਰੁਲ ਰਹੇ ਹਨ ਅਤੇ ਸਰਕਾਰ ਨੂੰ ਤੁਰੰਤ ਕਦਮ ਚੁੱਕਣੇ ਚਾਹੀਦੇ ਹਨ। bbox=[3, 2178, 178, 2350]
obituary-headline: ਸਰਪੰਚ ਮਹਿੰਦਰ ਸਹਾਰਨ ਨੂੰ ਸਦਮਾ, ਭਰਾ ਦਾ ਦਿਹਾਂਤ bbox=[1176, 2098, 1477, 2117]
masthead-date: ਸੋਮਵਾਰ, 14 ਅਕਤੂਬਰ 2024 bbox=[252, 16, 459, 35]
sarpanch-subhead: ਪ੍ਰਵਾਸੀ ਭਾਰਤੀਆਂ ਨੇ ਜਿਤਾਈ ਖ਼ੁਸ਼ੀ, ਕੀਤੀ ਆਰਥਿਕ ਮਦਦ bbox=[809, 1365, 1085, 1380]
dharamkot-subhead: ਅਕਾਲ ਪੁਰਖ ਸਭ ਉੱਤੇ ਰੱਖੇ ਆਪਣੀ ਮਿਹਰ ਦਾ ਹੱਥ (ਮੁਖੀਜਾ) bbox=[1203, 667, 1449, 679]
public-notice-text: ਮੈਂ ਪ੍ਰੀਤੀ ਰਾਣਾ ਪੁੱਤਰੀ ਰਮੇਸ਼ ਕੁਮਾਰ ਵਾਸੀ ਨੇ ਆਪਣਾ ਨਾਮ ਬਦਲ ਲਿਆ ਹੈ। ਖਸਰਾ ਨੰਬਰ 1706/19/7, ਗਲੀ ਨੰਬਰ 10-ਬੀ, ਤਹਿਸੀਲ ਰਾਜਪੁਰਾ ਜ਼ਿਲ੍ਹਾ ਪਟਿਆਲਾ, ਰਕਬਾ 50 ਵਰਗ ਗਜ਼, ਵਸੀਕਾ ਨੰਬਰ 2085/2077, ਮਿਤੀ 23-07-2015, ਜ਼ਿਲਦ ਨੰਬਰ 3215 23.7. bbox=[190, 1583, 363, 1657]
bottom-subhead: ਹਾਈਬ੍ਰਿਡ ਸਮੇਤ ਸਾਰੇ ਝੋਨੇ ਦੀ ਖਰੀਦ ਸ਼ੁਰੂ ਕਰਨ ਅਤੇ ਡੀਏਪੀ ਦੀ ਸਪਲਾਈ ਯਕੀਨੀ ਬਣਾਉਣ ਸਬੰਧੀ ਕੀਤੀ ਗੱਲਬਾਤ bbox=[256, 2149, 880, 2166]
ration-headline: ਕਰ ਭਲਾ ਹੋ ਭਲਾ ਸੰਸਥਾ ਨੇ 52ਵੇਂ ਰਾਸ਼ਨ ਵੰਡ ਸਮਾਰੋਹ ਵਿੱਚ 50 ਜ਼ਰੂਰਤਮੰਦ ਪਰਿਵਾਰਾਂ ਨੂੰ ਦਿੱਤਾ ਰਾਸ਼ਨ bbox=[1157, 68, 1495, 111]
name-change-text-1: ਮੈਂ, ਅਨੂਜ ਗਰਗ ਪੁੱਤਰ ਰਾਜ ਕੁਮਾਰ ਵਾਸੀ ਸਮਾਣਾ ਤਹਿ-ਸਮਾਣਾ (ਪਟਿਆਲਾ) ਨੇ ਆਪਣੀ ਨਾਬਾਲਗ ਲੜਕੀ ਦਾ ਨਾਮ ਨਿਆਤੀ (Niyati) ਤੋਂ ਬਦਲ ਕੇ ਨਿਆਤੀ ਗਰਗ (Niyati Garg) ਰੱਖ ਲਿਆ ਹੈ। ਮੈਂ ਜਸਪ੍ਰੀਤ ਸਿੰਘ ਲੋਟੇ ਪੁੱਤਰ ਬਲਵੰਤ ਸਿੰਘ ਵਾਸੀ ਪਿੰਡ ਜਿਲਾ ਮਾਨਸਾ ਨੇ ਆਪਣਾ ਨਾਮ ਜਸਪ੍ਰੀਤ ਸਿੰਘ ਲੋਟੇ ਤੋਂ ਬਦਲ ਕੇ ਜਸਪ੍ਰੀਤ ਸਿੰਘ ਰੱਖ ਲਿਆ ਹੈ। ਮੈਂ, ਅਨਿਲ ਕੁਮਾਰ ਪੁੱਤਰ ਬਲਜ ਰਾਜ ਵਾਸੀ ਬੀ-34-3823 ਗਲੀ ਨੰਬਰ 1 ਦੁਰਗਾ ਪੁਰੀ ਹੈਬੋਵਾਲ ਕਲਾਂ ਲੁਧਿਆਣਾ ਨੇ ਆਪਣਾ ਨਾਮ ਬਦਲ ਕੇ ਅਨਿਲ ਕੁਮਾਰ ਕਵਾਤਰਾ ਰੱਖ ਲਿਆ ਹੈ। ਮੈਂ, Safia ਪਤਨੀ ਸ਼ੇਰ ਦੀਨ ਵਾਸੀ ਇੰਦਰਾਜ ਰੋਡ, ਮੁਹੱਲਾ ਗਰੀਬ ਨਗਰੀ, ਮਲੇਰਕੋਟਲਾ (ਪੰਜਾਬ) ਨੇ ਆਪਣਾ ਨਾਮ ਬਦਲ ਕੇ Sofaa ਰੱਖ ਲਿਆ ਹੈ। ਮੈਂ ਬੂਟਾ ਸਿੰਘ ਅਵਤਾਰ ਸਿੰਘ ਪੁੱਤਰ ਅਵਤਾਰ ਸਿੰਘ ਵਾਸੀ ਮ.ਨੰ. 24413 ਗਲੀ ਨੰ. 9/2 ਗੁਰੂ ਕੀ ਨਗਰੀ (ਬਠਿੰਡਾ) ਨੇ ਆਪਣਾ ਨਾਮ ਬਦਲ ਕੇ ਬੂਟਾ ਸਿੰਘ ਰੱਖ ਲਿਆ ਹੈ। ਮੈਂ, ਦਲਜੀਤ ਕੌਰ ਪਤਨੀ ਅਵਤਾਰ ਸਿੰਘ ਵਾਸੀ ਪਿੰਡ ਬਾਦਲ ਜ਼ਿਲ੍ਹਾ ਸ੍ਰੀ ਮੁਕਤਸਰ ਸਾਹਿਬ ਨੇ ਆਪਣਾ ਨਾਮ ਬਦਲ ਕੇ ਦਲਜੀਤ ਕੌਰ ਰੱਖ ਲਿਆ ਹੈ। ਮੈਂ ਅਜੀਤ ਸਿੰਘ ਪੁੱਤਰ ਅਮਰੀਕ ਸਿੰਘ ਵਾਸੀ ਸੰਗਰੂਰ ਨੇ ਆਪਣਾ ਨਾਮ ਬਦਲ ਕੇ ਅਜੀਤ ਸਿੰਘ ਰੱਖ ਲਿਆ ਹੈ। bbox=[3, 212, 183, 599]
name-change-heading: ਨਾਮ ਬਦਲੀ... bbox=[0, 178, 369, 206]
dharamkot-headline: ਧਰਮਕੋਟ ਮੰਡੀ ਵਿੱਚ ਸੀਜਨ ਜੀ ਸ਼ੁਰੂਆਤ ਸਮੇਂ ਕਰਾਇਆ ਸ੍ਰੀ ਸੁਖਮਨੀ ਸਾਹਿਬ ਜੀ ਦਾ ਪਾਠ bbox=[1153, 611, 1499, 659]
lead-bottom-rule bbox=[381, 525, 1130, 526]
disown-heading: ਬੇਦਖ਼ਲੀ... bbox=[0, 921, 369, 949]
police-body: ਚੰਡੀਗੜ੍ਹ, 13 ਅਕਤੂਬਰ, ਮਨਜੀਤ ਸਿੰਘ ਚਾਨਾ- ਵਿਦੇਸ਼ਾਂ ਵਿੱਚ ਰੋਜ਼ਗਾਰ ਦੇ ਚਾਹਵਾਨ ਪੰਜਾਬੀਆਂ ਦੀ ਸੁਰੱਖਿਆ ਲਈ ਗੈਰ-ਕਾਨੂੰਨੀ ਟਰੈਵਲ ਏਜੰਸੀਆਂ ਵਿਰੁੱਧ ਕਾਰਵਾਈ ਨੂੰ ਜਾਰੀ ਰੱਖਦਿਆਂ ਪੰਜਾਬ ਪੁਲਿਸ ਨੇ 18 ਹੋਰ ਏਜੰਸੀਆਂ ਵਿਰੁੱਧ ਮਾਮਲਾ ਦਰਜ ਕੀਤਾ ਹੈ। ਇਸ ਦੇ ਨਾਲ ਹੀ ਮਾਮਲਿਆਂ ਦੀ ਕੁੱਲ ਗਿਣਤੀ 43 ਤੱਕ ਪਹੁੰਚ ਗਈ ਹੈ। ਸਪੈਸ਼ਲ ਡੀਜੀਪੀ ਨੇ ਦੱਸਿਆ ਕਿ ਸੂਬੇ ਭਰ ਵਿੱਚ ਅਜਿਹੀਆਂ ਏਜੰਸੀਆਂ ਦੀ ਪਛਾਣ ਕੀਤੀ ਜਾ ਰਹੀ ਹੈ ਜੋ ਬਿਨਾਂ ਲਾਇਸੈਂਸ ਤੋਂ ਕੰਮ ਕਰ ਰਹੀਆਂ ਹਨ। ਉਨ੍ਹਾਂ ਲੋਕਾਂ ਨੂੰ ਅਪੀਲ ਕੀਤੀ ਕਿ ਵਿਦੇਸ਼ ਜਾਣ ਲਈ ਸਿਰਫ਼ ਰਜਿਸਟਰਡ ਏਜੰਟਾਂ ਨਾਲ ਹੀ ਸੰਪਰਕ ਕਰਨ। ਇਸ ਮੁਹਿੰਮ ਤਹਿਤ ਜਲੰਧਰ, ਲੁਧਿਆਣਾ, ਅੰਮ੍ਰਿਤਸਰ, ਪਟਿਆਲਾ ਅਤੇ ਬਠਿੰਡਾ ਜ਼ਿਲ੍ਹਿਆਂ ਵਿੱਚ ਛਾਪੇਮਾਰੀ ਕੀਤੀ ਗਈ ਹੈ। ਪੁਲਿਸ ਨੇ ਕਈ ਦਸਤਾਵੇਜ਼ ਵੀ ਜ਼ਬਤ ਕੀਤੇ ਹਨ। ਡਿਪਟੀ ਕਮਿਸ਼ਨਰਾਂ ਨੂੰ ਵੀ ਹਦਾਇਤ ਕੀਤੀ ਗਈ ਹੈ ਕਿ ਉਹ ਆਪਣੇ ਜ਼ਿਲ੍ਹਿਆਂ ਵਿੱਚ ਟਰੈਵਲ ਏਜੰਸੀਆਂ ਦੀ ਜਾਂਚ ਕਰਨ। ਕਾਰਵਾਈ ਪੰਜਾਬ ਟ੍ਰੈਵਲ ਪ੍ਰੋਫੈਸ਼ਨਲਜ਼ (ਰੈਗੂਲੇਸ਼ਨ) ਐਕਟ 2014 ਤਹਿਤ ਕੀਤੀ ਜਾ ਰਹੀ ਹੈ। bbox=[764, 630, 1130, 817]
training-headline: ਬਿਨਾਂ ਟਰੇਨਿੰਗ ਤੋਂ ਮੌਕੇ ਤੇ ਚੋਣ ਡਿਊਟੀਆਂ ਲਗਾਉਣਾ ਗਲਤ - ਡੀ.ਟੀ.ਐੱਫ bbox=[1147, 1656, 1505, 1704]
lead-body-1: ਜਗਰਾਉਂ 13 ਅਕਤੂਬਰ (ਚਰਨਜੀਤ ਸਿੰਘ ਸਰਨਾ) ਲੁਧਿਆਣਾ ਮੋਗਾ ਜੀ ਟੀ ਰੋਡ ਤੇ ਇਲਾਕੇ ਦੇ ਕਿਸਾਨਾਂ, ਆੜ੍ਹਤੀਆਂ ਵਰਗ ਅਤੇ ਸ਼ੈਲਰ ਮਜ਼ਦੂਰਾਂ ਨੇ ਇੱਕ ਵੱਡਾ ਸਾਂਝਾ ਆਵਾਜਾਈ ਮੁਕੰਮਲ ਠੱਪ ਕਰ ਕੇ ਰੋਸ ਧਰਨਾ ਦਿੱਤਾ। ਸੈਂਕੜੇ ਕਿਸਾਨ ਮੰਡੀ ਚ ਝੋਨੇ ਦੀ ਖਰੀਦ ਨਾ ਹੋਣ ਕਾਰਨ ਰੁਲ ਰਹੇ ਹਨ। bbox=[381, 400, 556, 508]
right-column-divider bbox=[1136, 65, 1138, 2082]
classified-clipping bbox=[3, 1561, 180, 1821]
